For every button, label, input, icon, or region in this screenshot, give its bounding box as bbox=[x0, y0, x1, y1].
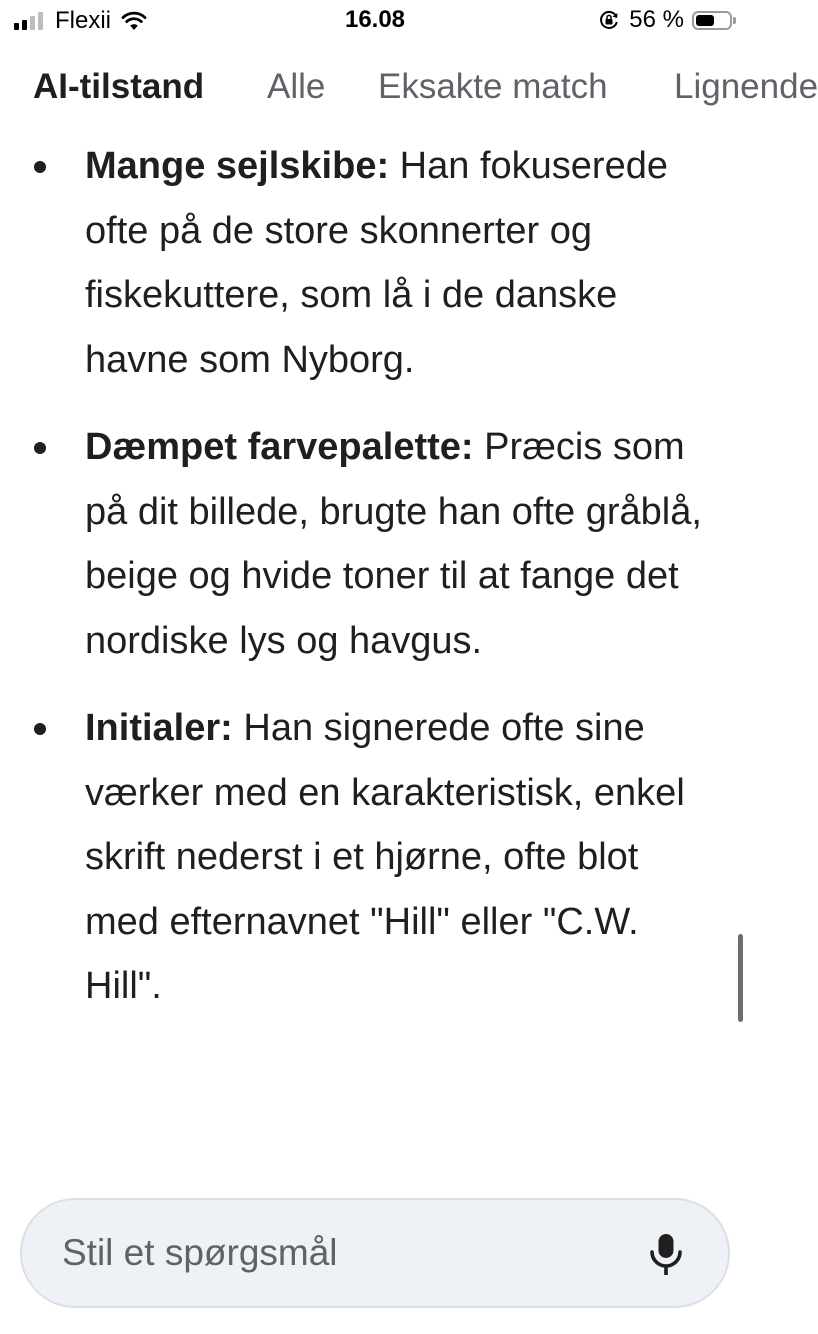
battery-percent: 56 % bbox=[629, 6, 684, 33]
battery-icon bbox=[692, 11, 732, 30]
microphone-icon bbox=[646, 1233, 686, 1277]
bullet-title: Initialer: bbox=[85, 707, 233, 749]
bullet-marker bbox=[34, 161, 46, 173]
voice-input-button[interactable] bbox=[646, 1233, 686, 1277]
ask-input[interactable] bbox=[62, 1200, 602, 1306]
tab-similar[interactable]: Lignende bbox=[674, 67, 818, 106]
bullet-title: Mange sejlskibe: bbox=[85, 145, 390, 187]
ai-answer-content bbox=[0, 134, 750, 1172]
status-time: 16.08 bbox=[344, 6, 406, 33]
bottom-bar bbox=[0, 1172, 750, 1334]
battery-tip bbox=[733, 17, 736, 24]
answer-bullet-list bbox=[0, 134, 750, 1019]
rotation-lock-icon bbox=[598, 9, 620, 31]
bullet-marker bbox=[34, 442, 46, 454]
tab-exact-matches[interactable]: Eksakte match bbox=[378, 67, 608, 106]
tab-ai-mode[interactable]: AI-tilstand bbox=[33, 67, 205, 106]
status-bar bbox=[0, 0, 750, 40]
carrier-name: Flexii bbox=[55, 7, 112, 34]
status-right bbox=[598, 6, 736, 34]
bullet-text: Han fokuserede ofte på de store skonnerter og fiskekuttere, som lå i de danske havne som Nyborg. bbox=[85, 145, 668, 381]
bullet-title: Dæmpet farvepalette: bbox=[85, 426, 474, 468]
bullet-text: Præcis som på dit billede, brugte han ofte gråblå, beige og hvide toner til at fange det nordiske lys og havgus. bbox=[85, 426, 702, 662]
bullet-marker bbox=[34, 723, 46, 735]
scrollbar[interactable] bbox=[738, 934, 743, 1022]
tab-all[interactable]: Alle bbox=[267, 67, 326, 106]
list-item bbox=[0, 134, 750, 392]
ask-box bbox=[20, 1198, 730, 1308]
search-mode-tabs bbox=[0, 62, 818, 122]
list-item bbox=[0, 696, 750, 1019]
list-item bbox=[0, 415, 750, 673]
bullet-text: Han signerede ofte sine værker med en karakteristisk, enkel skrift nederst i et hjørne, ofte blot med efternavnet "Hill" eller "C.W. Hill". bbox=[85, 707, 685, 1007]
